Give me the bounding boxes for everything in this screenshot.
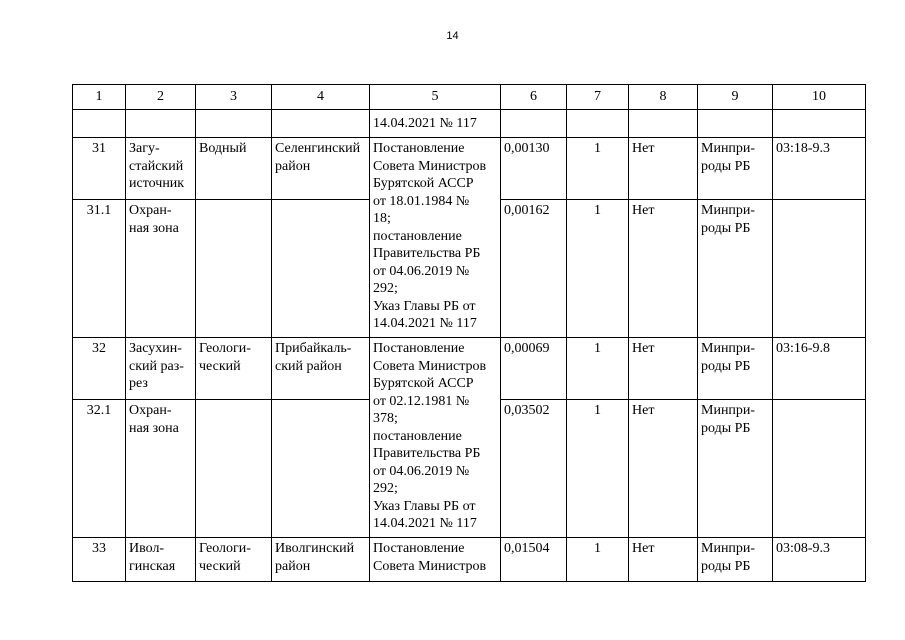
header-cell: 5 [370, 85, 501, 110]
cell-district: Иволгинский район [272, 538, 370, 582]
cell [501, 110, 567, 138]
cell-document: Постановление Совета Министров Бурятской АССР от 18.01.1984 № 18; постановление Правительства РБ от 04.06.2019 № 292; Указ Главы РБ от 14.04.2021 № 117 [370, 138, 501, 338]
cell-name: Охран- ная зона [126, 200, 196, 338]
cell-flag: Нет [629, 200, 698, 338]
cell [773, 110, 866, 138]
cell-flag: Нет [629, 138, 698, 200]
cell-area: 0,00162 [501, 200, 567, 338]
cell-type [196, 200, 272, 338]
cell-type: Геологи- ческий [196, 538, 272, 582]
page-number: 14 [446, 30, 459, 42]
cell [126, 110, 196, 138]
cell-number: 31 [73, 138, 126, 200]
cell-name: Загу- стайский источник [126, 138, 196, 200]
cell-district: Прибайкаль- ский район [272, 338, 370, 400]
header-row [73, 85, 866, 110]
cell-organization: Минпри- роды РБ [698, 138, 773, 200]
cell-count: 1 [567, 538, 629, 582]
table-row [73, 538, 866, 582]
cell-flag: Нет [629, 538, 698, 582]
cell-type [196, 400, 272, 538]
cell-area: 0,01504 [501, 538, 567, 582]
cell [272, 110, 370, 138]
header-cell: 1 [73, 85, 126, 110]
cell-document: Постановление Совета Министров Бурятской АССР от 02.12.1981 № 378; постановление Правительства РБ от 04.06.2019 № 292; Указ Главы РБ от 14.04.2021 № 117 [370, 338, 501, 538]
header-cell: 7 [567, 85, 629, 110]
cell-flag: Нет [629, 400, 698, 538]
cell-code: 03:16-9.8 [773, 338, 866, 400]
cell-district [272, 400, 370, 538]
cell-code: 03:08-9.3 [773, 538, 866, 582]
cell-count: 1 [567, 138, 629, 200]
cell-code: 03:18-9.3 [773, 138, 866, 200]
cell-count: 1 [567, 338, 629, 400]
cell-count: 1 [567, 200, 629, 338]
cell-number: 32.1 [73, 400, 126, 538]
cell-type: Геологи- ческий [196, 338, 272, 400]
cell-type: Водный [196, 138, 272, 200]
table-row [73, 338, 866, 400]
header-cell: 4 [272, 85, 370, 110]
cell-flag: Нет [629, 338, 698, 400]
cell-number: 32 [73, 338, 126, 400]
header-cell: 3 [196, 85, 272, 110]
cell-organization: Минпри- роды РБ [698, 400, 773, 538]
cell-district: Селенгинский район [272, 138, 370, 200]
header-cell: 8 [629, 85, 698, 110]
cell-area: 0,03502 [501, 400, 567, 538]
registry-table [72, 84, 866, 582]
header-cell: 10 [773, 85, 866, 110]
cell-number: 31.1 [73, 200, 126, 338]
cell-number: 33 [73, 538, 126, 582]
cell [73, 110, 126, 138]
cell-document: 14.04.2021 № 117 [370, 110, 501, 138]
cell-document: Постановление Совета Министров [370, 538, 501, 582]
cell-count: 1 [567, 400, 629, 538]
cell-organization: Минпри- роды РБ [698, 538, 773, 582]
cell-organization: Минпри- роды РБ [698, 338, 773, 400]
cell [698, 110, 773, 138]
cell-code [773, 200, 866, 338]
cell-organization: Минпри- роды РБ [698, 200, 773, 338]
cell-area: 0,00130 [501, 138, 567, 200]
cell [196, 110, 272, 138]
cell [567, 110, 629, 138]
continuation-row [73, 110, 866, 138]
cell-area: 0,00069 [501, 338, 567, 400]
cell-name: Ивол- гинская [126, 538, 196, 582]
cell-district [272, 200, 370, 338]
header-cell: 2 [126, 85, 196, 110]
cell-name: Охран- ная зона [126, 400, 196, 538]
header-cell: 9 [698, 85, 773, 110]
cell-code [773, 400, 866, 538]
cell-name: Засухин- ский раз- рез [126, 338, 196, 400]
table-row [73, 138, 866, 200]
header-cell: 6 [501, 85, 567, 110]
cell [629, 110, 698, 138]
